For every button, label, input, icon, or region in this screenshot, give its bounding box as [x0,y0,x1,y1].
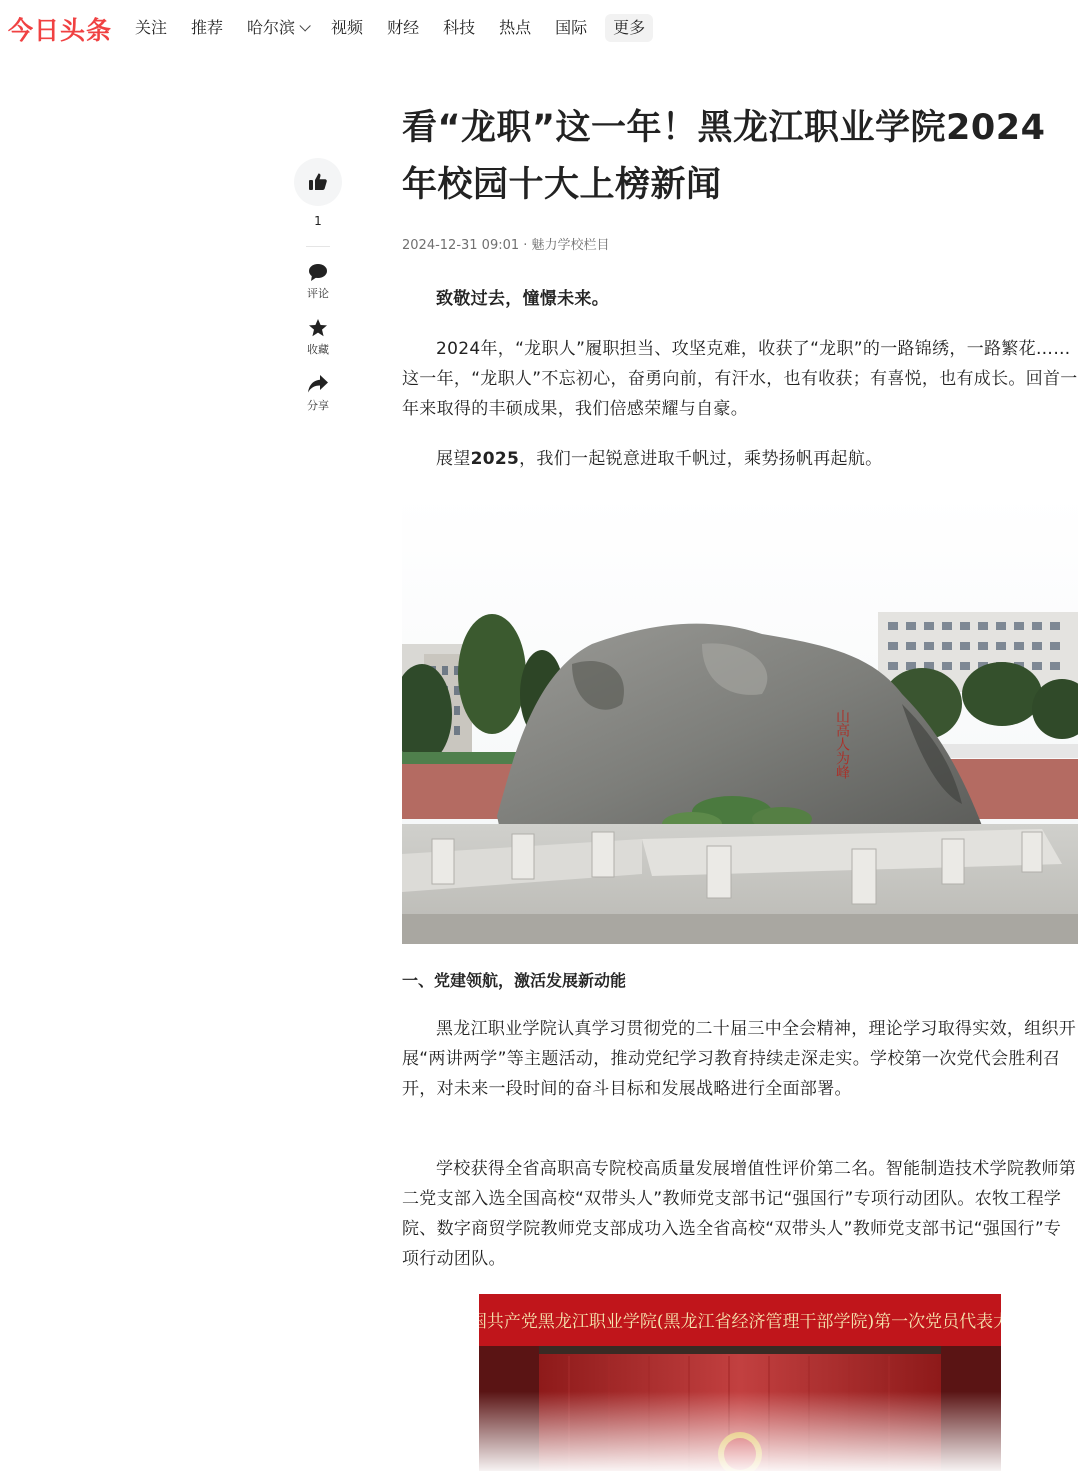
article-action-rail [292,158,344,430]
toutiao-logo[interactable]: 今日头条 [8,16,113,45]
intro-paragraph: 2024年，“龙职人”履职担当、攻坚克难，收获了“龙职”的一路锦绣，一路繁花……这一年，“龙职人”不忘初心，奋勇向前，有汗水，也有收获；有喜悦，也有成长。回首一年来取得的丰硕成果，我们倍感荣耀与自豪。 [402,339,1078,419]
nav-item-follow[interactable]: 关注 [135,18,168,37]
share-arrow-icon [307,374,329,394]
achievements-paragraph: 学校获得全省高职高专院校高质量发展增值性评价第二名。智能制造技术学院教师第二党支部入选全国高校“双带头人”教师党支部书记“强国行”专项行动团队。农牧工程学院、数字商贸学院教师党支部成功入选全省高校“双带头人”教师党支部书记“强国行”专项行动团队。 [402,1159,1077,1269]
nav-item-tech[interactable]: 科技 [443,18,476,37]
channel-nav [135,14,677,42]
nav-item-hot[interactable]: 热点 [499,18,532,37]
comment-button[interactable] [292,263,344,301]
lead-paragraph: 致敬过去，憧憬未来。 [436,289,609,309]
outlook-paragraph [402,444,1078,474]
rock-inscription: 山高人为峰 [834,709,850,779]
section-heading-1: 一、党建领航，激活发展新动能 [402,971,627,990]
outlook-year: 2025 [470,449,520,469]
nav-item-city-label: 哈尔滨 [247,18,296,37]
nav-item-finance[interactable]: 财经 [387,18,420,37]
campus-rock-photo [402,494,1078,944]
article-title: 看“龙职”这一年！黑龙江职业学院2024年校园十大上榜新闻 [402,108,1046,205]
party-congress-photo [479,1294,1001,1471]
share-button[interactable] [292,374,344,413]
collect-label: 收藏 [307,343,329,356]
thumbs-up-icon [308,172,328,192]
top-nav-bar [0,0,1090,56]
outlook-prefix: 展望 [436,449,471,469]
collect-button[interactable] [292,318,344,357]
nav-item-video[interactable]: 视频 [331,18,364,37]
like-button[interactable] [294,158,342,206]
star-icon [308,318,328,338]
party-building-paragraph: 黑龙江职业学院认真学习贯彻党的二十届三中全会精神，理论学习取得实效，组织开展“两讲两学”等主题活动，推动党纪学习教育持续走深走实。学校第一次党代会胜利召开，对未来一段时间的奋斗目标和发展战略进行全面部署。 [402,1019,1077,1099]
like-count: 1 [314,214,322,228]
article-header [402,100,1078,253]
nav-item-recommend[interactable]: 推荐 [191,18,224,37]
nav-item-international[interactable]: 国际 [555,18,588,37]
party-congress-illustration [479,1294,1001,1471]
share-label: 分享 [307,399,329,412]
article-meta: 2024-12-31 09:01 · 魅力学校栏目 [402,238,610,253]
chevron-down-icon [300,20,311,31]
outlook-suffix: ，我们一起锐意进取千帆过，乘势扬帆再起航。 [519,449,883,469]
rail-divider [306,246,330,247]
comment-label: 评论 [307,287,329,300]
nav-item-city[interactable] [247,14,307,42]
comment-icon [308,263,328,282]
nav-more-button[interactable]: 更多 [605,14,653,42]
campus-rock-illustration [402,494,1078,944]
